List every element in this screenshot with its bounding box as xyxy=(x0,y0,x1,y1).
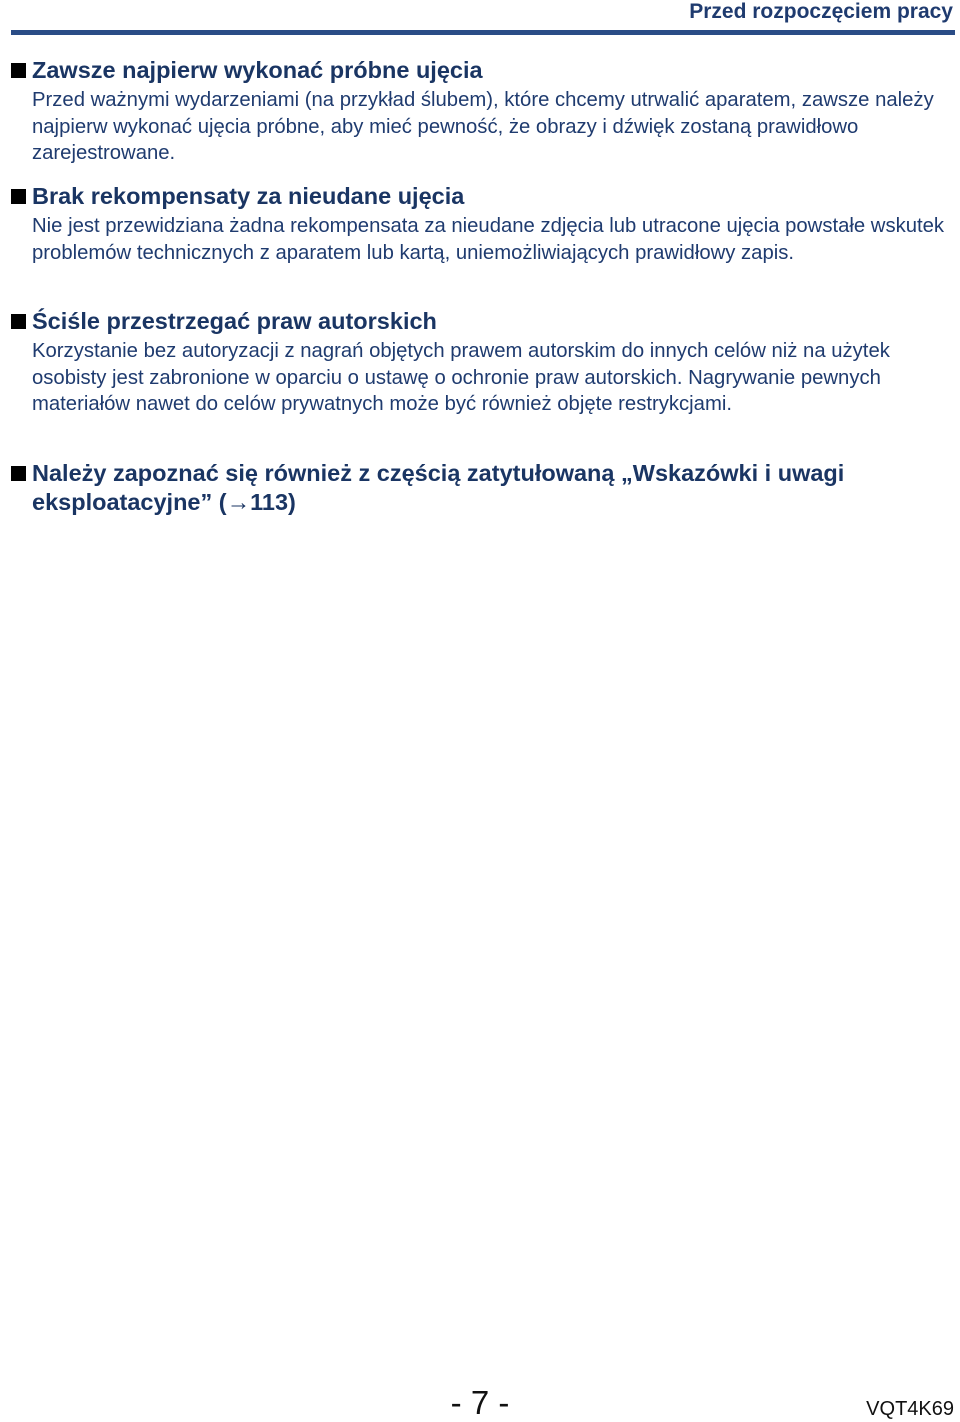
square-bullet-icon xyxy=(11,314,26,329)
page-header-title: Przed rozpoczęciem pracy xyxy=(689,0,953,23)
document-code: VQT4K69 xyxy=(866,1398,954,1420)
square-bullet-icon xyxy=(11,466,26,481)
section-body: Przed ważnymi wydarzeniami (na przykład ślubem), które chcemy utrwalić aparatem, zawsze należy najpierw wykonać ujęcia próbne, aby mieć pewność, że obrazy i dźwięk zostaną prawidłowo zarejestrowane. xyxy=(32,89,934,164)
section-body: Nie jest przewidziana żadna rekompensata za nieudane zdjęcia lub utracone ujęcia powstałe wskutek problemów technicznych z aparatem lub kartą, uniemożliwiających prawidłowy zapis. xyxy=(32,215,945,264)
section-heading xyxy=(11,307,956,336)
section-no-compensation xyxy=(11,182,956,266)
square-bullet-icon xyxy=(11,63,26,78)
section-heading-text: Brak rekompensaty za nieudane ujęcia xyxy=(32,183,465,209)
square-bullet-icon xyxy=(11,189,26,204)
section-heading-text: Należy zapoznać się również z częścią zatytułowaną „Wskazówki i uwagi eksploatacyjne” (→113) xyxy=(32,460,845,515)
section-copyright xyxy=(11,307,956,418)
header-divider xyxy=(11,30,955,35)
section-heading-text: Zawsze najpierw wykonać próbne ujęcia xyxy=(32,57,483,83)
section-heading-text: Ściśle przestrzegać praw autorskich xyxy=(32,308,437,334)
section-test-shots xyxy=(11,56,956,167)
section-see-also xyxy=(11,459,891,517)
section-heading xyxy=(11,56,956,85)
section-heading xyxy=(11,182,956,211)
section-heading xyxy=(11,459,891,517)
section-body: Korzystanie bez autoryzacji z nagrań objętych prawem autorskim do innych celów niż na użytek osobisty jest zabronione w oparciu o ustawę o ochronie praw autorskich. Nagrywanie pewnych materiałów nawet do celów prywatnych może być również objęte restrykcjami. xyxy=(32,340,890,415)
page-number: - 7 - xyxy=(450,1384,510,1421)
